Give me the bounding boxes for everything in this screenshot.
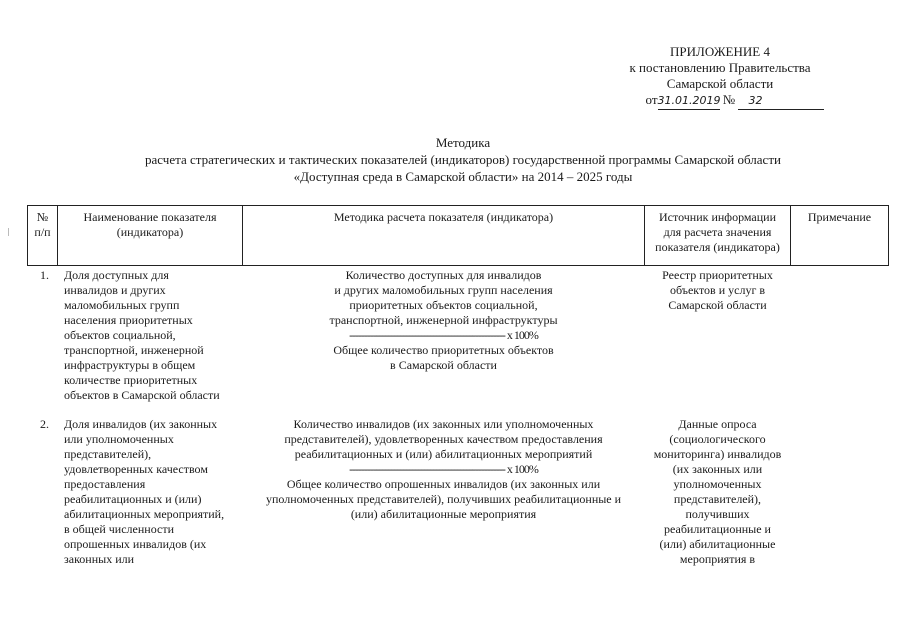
- handwritten-date: 31.01.2019: [658, 93, 720, 110]
- appendix-line-2: к постановлению Правительства: [629, 60, 811, 75]
- row-2-formula: [243, 417, 644, 522]
- header-text: п/п: [34, 225, 51, 239]
- row-2-num: 2.: [40, 417, 49, 431]
- text-line: в общей численности: [64, 522, 174, 536]
- formula-denominator: (или) абилитационные мероприятия: [350, 507, 537, 521]
- text-line: или уполномоченных: [64, 432, 174, 446]
- formula-numerator: реабилитационных и (или) абилитационных мероприятий: [294, 447, 593, 461]
- row-1-formula: [243, 268, 644, 373]
- text-line: Данные опроса: [678, 417, 757, 431]
- row-1-source: [645, 268, 790, 313]
- text-line: Самарской области: [668, 298, 767, 312]
- text-line: (их законных или: [672, 462, 763, 476]
- header-text: показателя (индикатора): [655, 240, 780, 254]
- text-line: мониторинга) инвалидов: [653, 447, 782, 461]
- formula-denominator: в Самарской области: [390, 358, 497, 372]
- row-1-num: 1.: [40, 268, 49, 282]
- appendix-date-line: [590, 92, 850, 110]
- text-line: законных или: [64, 552, 135, 566]
- formula-numerator: представителей), удовлетворенных качеством предоставления: [284, 432, 603, 446]
- formula-numerator: транспортной, инженерной инфраструктуры: [329, 313, 558, 327]
- header-text: №: [36, 210, 49, 224]
- text-line: (социологического: [669, 432, 766, 446]
- number-label: №: [722, 92, 736, 107]
- text-line: абилитационных мероприятий,: [64, 507, 225, 521]
- formula-numerator: Количество доступных для инвалидов: [345, 268, 542, 282]
- row-2-source: [645, 417, 790, 567]
- header-note: [791, 210, 888, 225]
- header-text: Наименование показателя: [83, 210, 217, 224]
- appendix-header: [590, 44, 850, 110]
- text-line: мероприятия в: [679, 552, 756, 566]
- row-1-indicator-name: [64, 268, 220, 403]
- formula-numerator: Количество инвалидов (их законных или уполномоченных: [293, 417, 594, 431]
- handwritten-number: 32: [738, 93, 824, 110]
- text-line: получивших: [685, 507, 750, 521]
- header-text: (индикатора): [116, 225, 184, 239]
- title-line-1: Методика: [435, 135, 491, 150]
- scan-margin-mark: [8, 228, 9, 236]
- header-text: Примечание: [807, 210, 872, 224]
- formula-numerator: и других маломобильных групп населения: [334, 283, 553, 297]
- text-line: удовлетворенных качеством: [64, 462, 208, 476]
- from-label: от: [645, 92, 658, 107]
- row-2-indicator-name: [64, 417, 224, 567]
- text-line: маломобильных групп: [64, 298, 180, 312]
- text-line: инвалидов и других: [64, 283, 166, 297]
- text-line: Доля инвалидов (их законных: [64, 417, 218, 431]
- fraction-line: ---------------------------------------------------- x 100%: [349, 462, 538, 476]
- header-source: [645, 210, 790, 255]
- header-text: Методика расчета показателя (индикатора): [333, 210, 554, 224]
- fraction-line: ---------------------------------------------------- x 100%: [349, 328, 538, 342]
- text-line: количестве приоритетных: [64, 373, 198, 387]
- text-line: уполномоченных: [673, 477, 762, 491]
- title-line-2: расчета стратегических и тактических показателей (индикаторов) государственной программы Самарской области: [145, 152, 781, 167]
- text-line: реабилитационных и (или): [64, 492, 202, 506]
- text-line: объектов и услуг в: [669, 283, 766, 297]
- text-line: (или) абилитационные: [659, 537, 776, 551]
- header-name: [58, 210, 242, 240]
- formula-denominator: Общее количество приоритетных объектов: [333, 343, 554, 357]
- header-num: [28, 210, 57, 240]
- header-text: для расчета значения: [663, 225, 772, 239]
- appendix-title: ПРИЛОЖЕНИЕ 4: [670, 44, 770, 59]
- text-line: объектов в Самарской области: [64, 388, 220, 402]
- appendix-line-3: Самарской области: [666, 76, 774, 91]
- header-method: [243, 210, 644, 225]
- text-line: объектов социальной,: [64, 328, 176, 342]
- text-line: Реестр приоритетных: [662, 268, 773, 282]
- text-line: Доля доступных для: [64, 268, 169, 282]
- header-text: Источник информации: [658, 210, 777, 224]
- text-line: инфраструктуры в общем: [64, 358, 196, 372]
- text-line: опрошенных инвалидов (их: [64, 537, 207, 551]
- text-line: предоставления: [64, 477, 146, 491]
- text-line: представителей),: [64, 447, 152, 461]
- title-line-3: «Доступная среда в Самарской области» на 2014 – 2025 годы: [293, 169, 633, 184]
- document-title: [60, 134, 866, 185]
- text-line: реабилитационные и: [664, 522, 771, 536]
- formula-denominator: уполномоченных представителей), получивших реабилитационные и: [265, 492, 622, 506]
- formula-denominator: Общее количество опрошенных инвалидов (их законных или: [286, 477, 601, 491]
- text-line: представителей),: [673, 492, 762, 506]
- text-line: населения приоритетных: [64, 313, 193, 327]
- text-line: транспортной, инженерной: [64, 343, 204, 357]
- formula-numerator: приоритетных объектов социальной,: [349, 298, 538, 312]
